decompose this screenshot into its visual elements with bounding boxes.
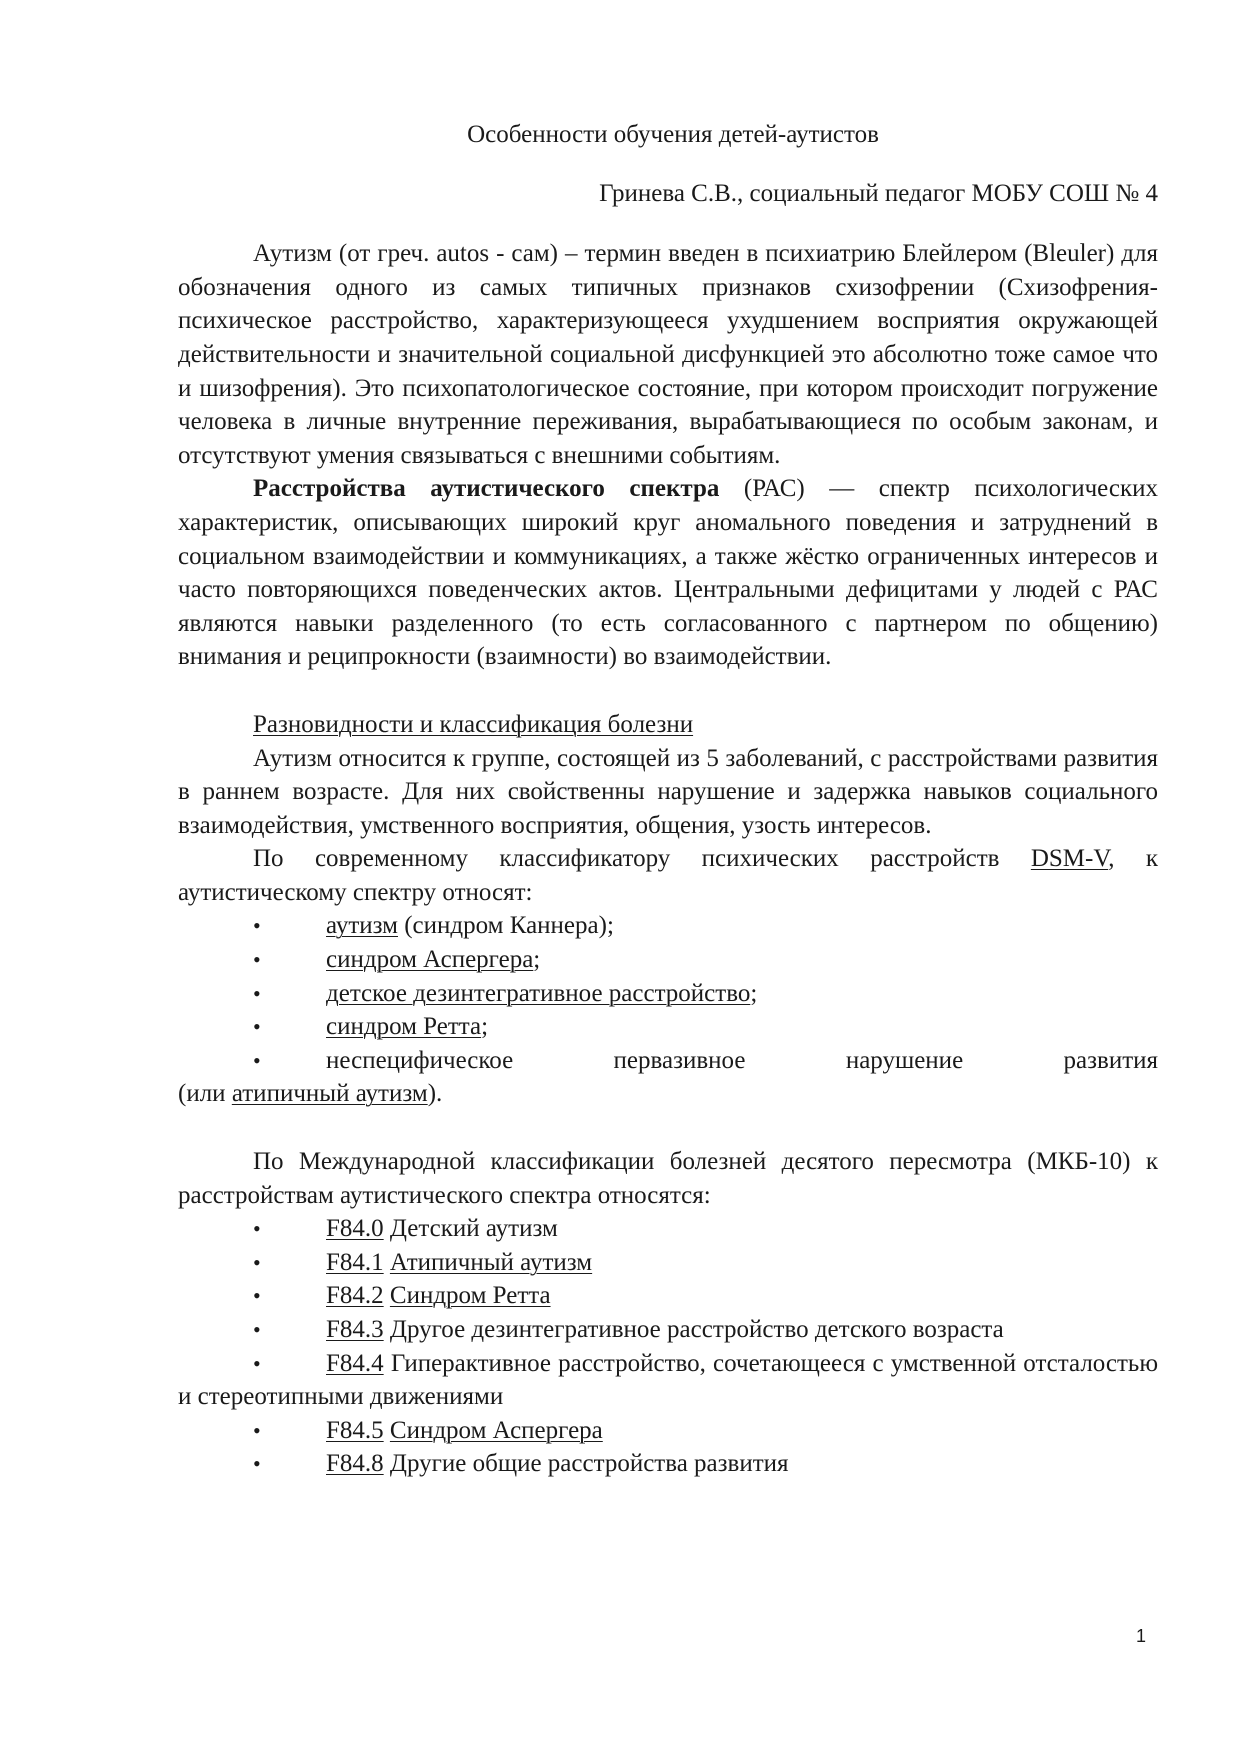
autism-link[interactable]: аутизм <box>326 912 398 940</box>
icd-name-link[interactable]: Синдром Ретта <box>389 1282 551 1310</box>
icd-code-link[interactable]: F84.3 <box>326 1316 384 1343</box>
rett-syndrome-link[interactable]: синдром Ретта <box>326 1013 482 1041</box>
icd-code-link[interactable]: F84.2 <box>326 1282 384 1310</box>
atypical-autism-link[interactable]: атипичный аутизм <box>231 1080 428 1108</box>
paragraph-asd-definition <box>178 472 1158 674</box>
icd-name-link[interactable]: Атипичный аутизм <box>389 1248 593 1276</box>
section-heading-text: Разновидности и классификация болезни <box>253 710 694 738</box>
section-heading <box>178 708 1158 742</box>
list-item: • F84.4 Гиперактивное расстройство, сочетающееся с умственной отсталостью и стереотипными движениями <box>178 1347 1158 1414</box>
paragraph-disease-group: Аутизм относится к группе, состоящей из 5 заболеваний, с расстройствами развития в раннем возрасте. Для них свойственны нарушение и задержка навыков социального взаимодействия, умственного восприятия, общения, узость интересов. <box>178 744 1158 839</box>
icd-code-link[interactable]: F84.1 <box>326 1248 384 1276</box>
icd-code-link[interactable]: F84.0 <box>326 1215 384 1243</box>
icd-code-link[interactable]: F84.8 <box>326 1450 384 1478</box>
dsm-v-link[interactable]: DSM-V <box>1030 845 1109 873</box>
document-page <box>178 118 1158 1481</box>
icd-code-link[interactable]: F84.5 <box>326 1416 384 1444</box>
asd-definition-text: (РАС) — спектр психологических характеристик, описывающих широкий круг аномального поведения и затруднений в социальном взаимодействии и коммуникациях, а также жёстко ограниченных интересов и часто повторяющихся поведенческих актов. Центральными дефицитами у людей с РАС являются навыки разделенного (то есть согласованного с партнером по общению) внимания и реципрокности (взаимности) во взаимодействии. <box>178 475 1158 671</box>
list-item: • F84.0 Детский аутизм <box>178 1212 1158 1246</box>
list-item <box>178 1414 1158 1448</box>
list-item: • аутизм (синдром Каннера); <box>178 909 1158 943</box>
list-item: • синдром Аспергера; <box>178 943 1158 977</box>
list-item <box>178 1246 1158 1280</box>
document-title: Особенности обучения детей-аутистов <box>467 121 879 148</box>
author-line: Гринева С.В., социальный педагог МОБУ СОШ № 4 <box>599 179 1158 207</box>
icd-name-link[interactable]: Синдром Аспергера <box>389 1416 603 1444</box>
paragraph-dsm-intro: По современному классификатору психических расстройств DSM-V, к аутистическому спектру относят: <box>178 845 1158 906</box>
list-item: • синдром Ретта; <box>178 1010 1158 1044</box>
list-item: • неспецифическое первазивное нарушение развития (или атипичный аутизм). <box>178 1044 1158 1111</box>
asperger-syndrome-link[interactable]: синдром Аспергера <box>326 946 534 974</box>
icd-list <box>178 1212 1158 1481</box>
list-item: • F84.8 Другие общие расстройства развития <box>178 1447 1158 1481</box>
page-number: 1 <box>1135 1626 1146 1646</box>
paragraph-autism-definition: Аутизм (от греч. autos - сам) – термин введен в психиатрию Блейлером (Bleuler) для обозначения одного из самых типичных признаков схизофрении (Схизофрения-психическое расстройство, характеризующееся ухудшением восприятия окружающей действительности и значительной социальной дисфункцией это абсолютно тоже самое что и шизофрения). Это психопатологическое состояние, при котором происходит погружение человека в личные внутренние переживания, вырабатывающиеся по особым законам, и отсутствуют умения связываться с внешними событиям. <box>178 240 1158 469</box>
list-item: • детское дезинтегративное расстройство; <box>178 977 1158 1011</box>
childhood-disintegrative-disorder-link[interactable]: детское дезинтегративное расстройство <box>326 979 751 1007</box>
list-item: • F84.3 Другое дезинтегративное расстройство детского возраста <box>178 1313 1158 1347</box>
asd-term: Расстройства аутистического спектра <box>253 475 720 503</box>
list-item <box>178 1279 1158 1313</box>
icd-code-link[interactable]: F84.4 <box>326 1349 384 1377</box>
paragraph-icd-intro: По Международной классификации болезней десятого пересмотра (МКБ-10) к расстройствам аутистического спектра относятся: <box>178 1148 1158 1209</box>
dsm-list <box>178 909 1158 1111</box>
